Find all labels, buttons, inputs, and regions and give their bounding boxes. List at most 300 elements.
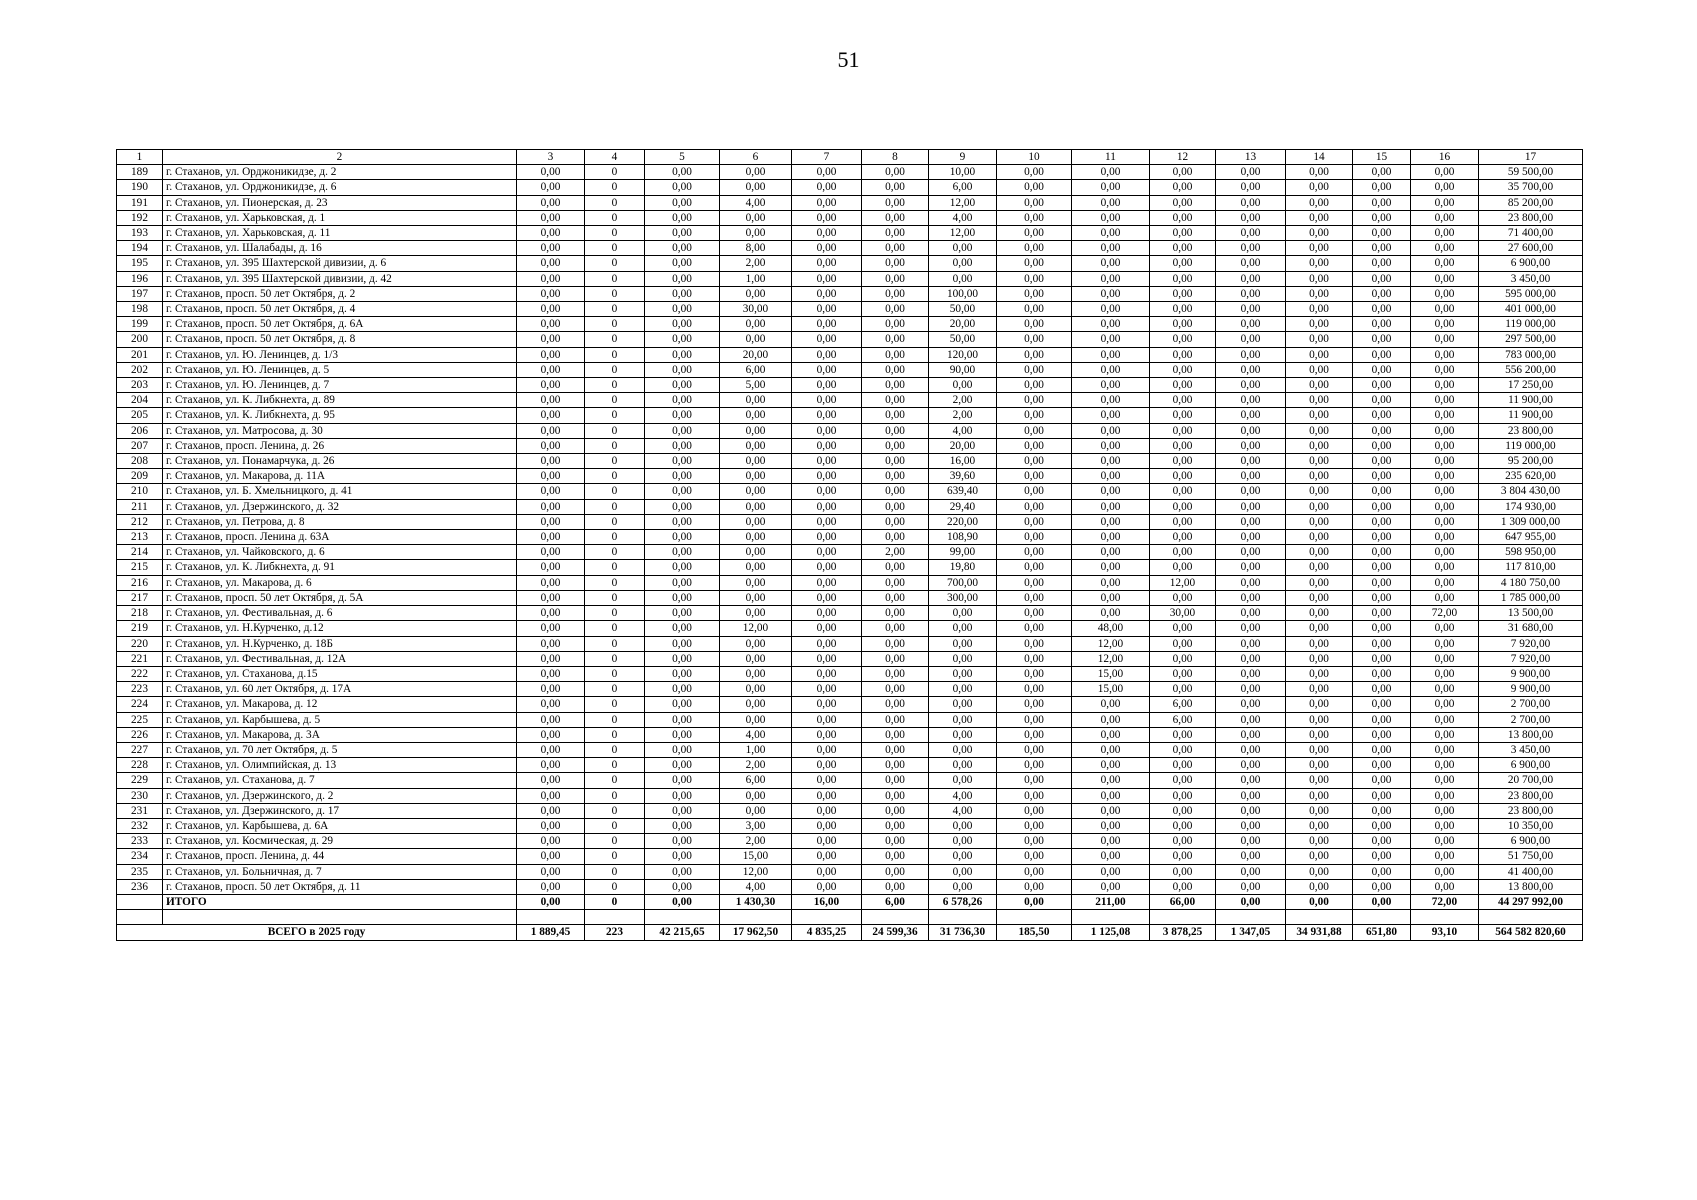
table-cell: г. Стаханов, ул. Ю. Ленинцев, д. 1/3: [163, 347, 517, 362]
table-cell: 0: [585, 758, 645, 773]
table-cell: 0,00: [1150, 530, 1216, 545]
table-cell: 0,00: [1072, 438, 1150, 453]
table-cell: 0,00: [792, 438, 862, 453]
grand-total-cell: 24 599,36: [862, 925, 929, 940]
table-cell: 0,00: [1150, 226, 1216, 241]
table-cell: 0,00: [1411, 575, 1479, 590]
table-cell: 0,00: [1286, 636, 1353, 651]
table-row: [117, 651, 1583, 666]
table-cell: 0,00: [517, 469, 585, 484]
table-cell: 236: [117, 879, 163, 894]
table-cell: 0,00: [792, 545, 862, 560]
table-row: [117, 378, 1583, 393]
column-header: 12: [1150, 150, 1216, 165]
table-cell: 50,00: [929, 332, 997, 347]
table-cell: 5,00: [720, 378, 792, 393]
table-cell: 0,00: [792, 514, 862, 529]
table-cell: 99,00: [929, 545, 997, 560]
table-cell: 0: [585, 499, 645, 514]
table-cell: 0,00: [1216, 773, 1286, 788]
table-cell: 0,00: [517, 712, 585, 727]
table-cell: 0,00: [1072, 773, 1150, 788]
table-cell: 0,00: [929, 621, 997, 636]
table-cell: 0,00: [1216, 256, 1286, 271]
table-cell: 0,00: [997, 712, 1072, 727]
table-cell: 51 750,00: [1479, 849, 1583, 864]
table-cell: 11 900,00: [1479, 408, 1583, 423]
table-cell: 0,00: [645, 241, 720, 256]
table-cell: 0,00: [1286, 195, 1353, 210]
empty-cell: [720, 910, 792, 925]
table-cell: 0,00: [862, 682, 929, 697]
column-header: 9: [929, 150, 997, 165]
column-header: 3: [517, 150, 585, 165]
table-cell: 208: [117, 454, 163, 469]
table-cell: 2,00: [929, 393, 997, 408]
table-cell: 0,00: [1411, 530, 1479, 545]
table-cell: 0,00: [997, 408, 1072, 423]
table-cell: 0,00: [517, 849, 585, 864]
table-cell: 0,00: [645, 727, 720, 742]
total-row: [117, 894, 1583, 909]
table-cell: 0,00: [1353, 560, 1411, 575]
table-row: [117, 423, 1583, 438]
table-cell: 0,00: [1216, 849, 1286, 864]
total-cell: 0,00: [997, 894, 1072, 909]
grand-total-cell: 651,80: [1353, 925, 1411, 940]
table-cell: 0,00: [862, 560, 929, 575]
table-cell: 0,00: [997, 317, 1072, 332]
table-cell: 206: [117, 423, 163, 438]
table-cell: 0,00: [792, 636, 862, 651]
table-cell: 0,00: [929, 849, 997, 864]
table-row: [117, 682, 1583, 697]
table-cell: 0,00: [862, 727, 929, 742]
table-cell: г. Стаханов, ул. Олимпийская, д. 13: [163, 758, 517, 773]
table-cell: 0,00: [720, 438, 792, 453]
table-row: [117, 241, 1583, 256]
table-cell: 210: [117, 484, 163, 499]
table-cell: г. Стаханов, просп. Ленина, д. 44: [163, 849, 517, 864]
empty-cell: [1216, 910, 1286, 925]
table-cell: 0,00: [720, 788, 792, 803]
table-cell: 0,00: [862, 393, 929, 408]
table-cell: 0,00: [1411, 849, 1479, 864]
table-cell: 0,00: [997, 499, 1072, 514]
table-cell: 0,00: [1150, 362, 1216, 377]
table-cell: 10 350,00: [1479, 818, 1583, 833]
table-cell: 0,00: [1286, 317, 1353, 332]
total-cell: 66,00: [1150, 894, 1216, 909]
table-cell: 0,00: [1353, 165, 1411, 180]
table-cell: 59 500,00: [1479, 165, 1583, 180]
table-cell: 0,00: [1150, 302, 1216, 317]
table-cell: 0,00: [1072, 742, 1150, 757]
table-cell: 0,00: [645, 560, 720, 575]
table-cell: 0,00: [1150, 469, 1216, 484]
table-cell: г. Стаханов, ул. Карбышева, д. 5: [163, 712, 517, 727]
table-cell: 0,00: [1353, 590, 1411, 605]
table-cell: 0,00: [1353, 530, 1411, 545]
table-cell: 0,00: [645, 302, 720, 317]
table-cell: 0: [585, 621, 645, 636]
grand-total-cell: 42 215,65: [645, 925, 720, 940]
table-cell: г. Стаханов, просп. Ленина д. 63А: [163, 530, 517, 545]
table-cell: 0,00: [1286, 454, 1353, 469]
table-cell: 234: [117, 849, 163, 864]
table-cell: 0,00: [1216, 499, 1286, 514]
table-cell: 0,00: [645, 606, 720, 621]
table-cell: 23 800,00: [1479, 803, 1583, 818]
table-row: [117, 362, 1583, 377]
table-cell: 0,00: [1286, 773, 1353, 788]
table-cell: г. Стаханов, ул. Стаханова, д.15: [163, 666, 517, 681]
table-cell: г. Стаханов, ул. Б. Хмельницкого, д. 41: [163, 484, 517, 499]
table-cell: 783 000,00: [1479, 347, 1583, 362]
table-cell: 0,00: [792, 590, 862, 605]
table-cell: г. Стаханов, ул. Карбышева, д. 6А: [163, 818, 517, 833]
table-cell: 117 810,00: [1479, 560, 1583, 575]
table-cell: 0,00: [720, 530, 792, 545]
table-cell: 0,00: [645, 226, 720, 241]
table-cell: 0,00: [1150, 454, 1216, 469]
column-header: 7: [792, 150, 862, 165]
table-cell: 0,00: [720, 423, 792, 438]
table-cell: 0,00: [517, 286, 585, 301]
table-cell: 4,00: [929, 788, 997, 803]
table-cell: 0,00: [1216, 165, 1286, 180]
table-cell: 6,00: [1150, 712, 1216, 727]
table-cell: 0,00: [645, 773, 720, 788]
table-cell: 0,00: [1216, 818, 1286, 833]
table-cell: 13 500,00: [1479, 606, 1583, 621]
table-cell: г. Стаханов, ул. Пионерская, д. 23: [163, 195, 517, 210]
table-row: [117, 818, 1583, 833]
table-cell: 0,00: [792, 286, 862, 301]
table-cell: 0,00: [1072, 834, 1150, 849]
table-cell: 0,00: [862, 165, 929, 180]
column-header: 16: [1411, 150, 1479, 165]
table-cell: 0,00: [517, 514, 585, 529]
table-cell: 0,00: [1286, 347, 1353, 362]
table-cell: 0,00: [929, 773, 997, 788]
table-cell: 12,00: [929, 195, 997, 210]
total-label: ИТОГО: [163, 894, 517, 909]
table-cell: 17 250,00: [1479, 378, 1583, 393]
table-cell: 100,00: [929, 286, 997, 301]
table-cell: 0,00: [645, 347, 720, 362]
table-cell: 0,00: [862, 180, 929, 195]
table-cell: 0,00: [862, 469, 929, 484]
table-cell: 0,00: [862, 378, 929, 393]
table-cell: 0,00: [517, 241, 585, 256]
table-row: [117, 408, 1583, 423]
table-cell: 0,00: [1286, 210, 1353, 225]
table-cell: 0,00: [997, 788, 1072, 803]
table-cell: 0,00: [997, 742, 1072, 757]
table-cell: 0,00: [1150, 727, 1216, 742]
table-cell: 0,00: [1353, 271, 1411, 286]
empty-cell: [792, 910, 862, 925]
table-cell: г. Стаханов, ул. Чайковского, д. 6: [163, 545, 517, 560]
table-cell: 0,00: [720, 712, 792, 727]
table-cell: 16,00: [929, 454, 997, 469]
table-cell: 0,00: [517, 742, 585, 757]
table-cell: 0,00: [929, 271, 997, 286]
table-cell: 0,00: [1353, 651, 1411, 666]
table-cell: 0,00: [1411, 332, 1479, 347]
table-cell: 0: [585, 438, 645, 453]
table-cell: г. Стаханов, ул. К. Либкнехта, д. 91: [163, 560, 517, 575]
table-cell: 0,00: [1216, 514, 1286, 529]
table-cell: 0,00: [862, 226, 929, 241]
table-cell: 0,00: [997, 575, 1072, 590]
table-cell: 0,00: [517, 332, 585, 347]
table-cell: 0,00: [1216, 636, 1286, 651]
table-cell: 4,00: [929, 803, 997, 818]
table-cell: 0,00: [1353, 195, 1411, 210]
table-cell: 0,00: [1286, 302, 1353, 317]
table-cell: 0,00: [1353, 256, 1411, 271]
table-cell: 0,00: [517, 393, 585, 408]
table-cell: 0: [585, 666, 645, 681]
table-cell: 0,00: [517, 438, 585, 453]
table-cell: 1 309 000,00: [1479, 514, 1583, 529]
table-cell: 27 600,00: [1479, 241, 1583, 256]
table-cell: 0,00: [1072, 879, 1150, 894]
table-row: [117, 469, 1583, 484]
table-cell: 0,00: [1072, 758, 1150, 773]
table-cell: 0,00: [1216, 226, 1286, 241]
table-cell: 0,00: [1150, 332, 1216, 347]
table-cell: 0,00: [1072, 286, 1150, 301]
table-cell: 207: [117, 438, 163, 453]
table-cell: 0,00: [517, 651, 585, 666]
table-cell: 0,00: [862, 256, 929, 271]
table-cell: 222: [117, 666, 163, 681]
table-row: [117, 317, 1583, 332]
grand-total-cell: 3 878,25: [1150, 925, 1216, 940]
table-cell: 0,00: [1072, 545, 1150, 560]
table-cell: 0,00: [1353, 742, 1411, 757]
table-cell: 0,00: [792, 666, 862, 681]
table-cell: 0,00: [1411, 621, 1479, 636]
table-cell: 0,00: [1353, 636, 1411, 651]
table-cell: 0,00: [792, 530, 862, 545]
total-cell: [117, 894, 163, 909]
register-table: [116, 149, 1583, 941]
table-cell: 0,00: [792, 195, 862, 210]
table-cell: 0,00: [1411, 803, 1479, 818]
table-cell: 0,00: [1150, 849, 1216, 864]
table-cell: 0: [585, 879, 645, 894]
table-cell: 72,00: [1411, 606, 1479, 621]
table-cell: 23 800,00: [1479, 210, 1583, 225]
column-header: 5: [645, 150, 720, 165]
table-cell: 0,00: [1072, 530, 1150, 545]
table-cell: 0,00: [1150, 514, 1216, 529]
table-cell: 0,00: [517, 758, 585, 773]
table-cell: 0,00: [517, 727, 585, 742]
table-cell: 639,40: [929, 484, 997, 499]
table-cell: 0,00: [792, 879, 862, 894]
total-cell: 16,00: [792, 894, 862, 909]
table-cell: 120,00: [929, 347, 997, 362]
table-cell: 95 200,00: [1479, 454, 1583, 469]
table-cell: 0,00: [1353, 864, 1411, 879]
table-cell: 0,00: [1072, 499, 1150, 514]
table-cell: 0,00: [1353, 788, 1411, 803]
table-cell: 0,00: [792, 484, 862, 499]
table-cell: 203: [117, 378, 163, 393]
table-cell: 0,00: [645, 423, 720, 438]
table-cell: 0,00: [1353, 545, 1411, 560]
table-cell: г. Стаханов, просп. 50 лет Октября, д. 4: [163, 302, 517, 317]
table-cell: 0,00: [1072, 727, 1150, 742]
table-cell: 0,00: [645, 834, 720, 849]
table-cell: 0,00: [862, 362, 929, 377]
table-cell: 0,00: [997, 621, 1072, 636]
table-cell: 0,00: [997, 545, 1072, 560]
table-cell: г. Стаханов, ул. Н.Курченко, д. 18Б: [163, 636, 517, 651]
table-cell: 0,00: [1411, 438, 1479, 453]
table-cell: 0: [585, 195, 645, 210]
table-cell: 700,00: [929, 575, 997, 590]
table-cell: 0,00: [1216, 530, 1286, 545]
table-cell: 0: [585, 849, 645, 864]
table-cell: 1,00: [720, 742, 792, 757]
table-cell: 0,00: [1216, 286, 1286, 301]
table-cell: 0,00: [997, 378, 1072, 393]
total-cell: 1 430,30: [720, 894, 792, 909]
table-cell: 6,00: [720, 362, 792, 377]
table-cell: 0,00: [517, 803, 585, 818]
table-cell: 0,00: [792, 241, 862, 256]
table-cell: 0,00: [997, 256, 1072, 271]
table-cell: 0,00: [517, 788, 585, 803]
table-cell: 0,00: [792, 302, 862, 317]
table-cell: 0,00: [862, 864, 929, 879]
table-cell: 0,00: [1216, 423, 1286, 438]
table-cell: 0,00: [517, 575, 585, 590]
table-cell: 0: [585, 818, 645, 833]
empty-cell: [1286, 910, 1353, 925]
table-cell: 0,00: [1353, 332, 1411, 347]
table-cell: 30,00: [1150, 606, 1216, 621]
table-cell: г. Стаханов, просп. 50 лет Октября, д. 11: [163, 879, 517, 894]
table-cell: 0,00: [1216, 438, 1286, 453]
table-cell: 0,00: [997, 362, 1072, 377]
table-cell: 0,00: [1150, 317, 1216, 332]
table-cell: 0,00: [792, 210, 862, 225]
table-cell: 0,00: [517, 423, 585, 438]
table-cell: 0,00: [1286, 727, 1353, 742]
table-cell: 0,00: [997, 590, 1072, 605]
table-cell: 0,00: [1353, 773, 1411, 788]
table-cell: 0,00: [1411, 773, 1479, 788]
table-cell: 90,00: [929, 362, 997, 377]
table-cell: 0,00: [1286, 879, 1353, 894]
table-cell: 0,00: [645, 180, 720, 195]
table-cell: 0,00: [862, 241, 929, 256]
empty-cell: [1411, 910, 1479, 925]
table-cell: 0,00: [517, 834, 585, 849]
table-cell: 0,00: [1353, 317, 1411, 332]
table-cell: 71 400,00: [1479, 226, 1583, 241]
table-cell: 0,00: [1286, 469, 1353, 484]
table-cell: 0,00: [645, 195, 720, 210]
table-cell: 0,00: [1286, 575, 1353, 590]
table-cell: 0: [585, 180, 645, 195]
table-cell: 223: [117, 682, 163, 697]
table-cell: 0,00: [1411, 362, 1479, 377]
total-cell: 6 578,26: [929, 894, 997, 909]
table-cell: 0,00: [1411, 864, 1479, 879]
table-cell: 0,00: [997, 818, 1072, 833]
table-cell: 0,00: [645, 803, 720, 818]
table-cell: 0,00: [1411, 408, 1479, 423]
table-cell: 0,00: [792, 575, 862, 590]
table-cell: 0,00: [1150, 499, 1216, 514]
table-cell: 0,00: [1411, 651, 1479, 666]
table-cell: 0,00: [862, 849, 929, 864]
table-row: [117, 454, 1583, 469]
table-cell: 0,00: [997, 606, 1072, 621]
table-cell: 0,00: [1216, 210, 1286, 225]
table-cell: 20,00: [929, 438, 997, 453]
table-cell: 0,00: [1072, 408, 1150, 423]
table-cell: 0,00: [1216, 621, 1286, 636]
table-cell: 6,00: [929, 180, 997, 195]
table-cell: 0,00: [862, 195, 929, 210]
table-cell: 0,00: [517, 180, 585, 195]
table-cell: 0,00: [1216, 666, 1286, 681]
table-cell: 0,00: [645, 484, 720, 499]
table-cell: 0,00: [862, 408, 929, 423]
table-row: [117, 302, 1583, 317]
table-cell: 0,00: [792, 180, 862, 195]
grand-total-cell: 31 736,30: [929, 925, 997, 940]
table-row: [117, 712, 1583, 727]
table-cell: 0,00: [645, 378, 720, 393]
table-cell: 0,00: [862, 210, 929, 225]
table-cell: 0,00: [720, 180, 792, 195]
table-cell: 0,00: [1216, 697, 1286, 712]
table-cell: 0,00: [1353, 347, 1411, 362]
table-cell: 0,00: [1353, 362, 1411, 377]
table-cell: 0,00: [862, 332, 929, 347]
table-cell: 0,00: [792, 317, 862, 332]
table-cell: 199: [117, 317, 163, 332]
table-cell: 0,00: [792, 834, 862, 849]
table-cell: 0: [585, 636, 645, 651]
table-cell: 0,00: [1411, 514, 1479, 529]
table-cell: 15,00: [1072, 682, 1150, 697]
table-row: [117, 530, 1583, 545]
table-cell: 0,00: [997, 803, 1072, 818]
table-cell: 0,00: [1286, 226, 1353, 241]
table-cell: г. Стаханов, ул. Харьковская, д. 1: [163, 210, 517, 225]
table-cell: 7 920,00: [1479, 651, 1583, 666]
table-cell: 0,00: [1072, 347, 1150, 362]
table-cell: 0,00: [792, 256, 862, 271]
column-header: 4: [585, 150, 645, 165]
table-cell: 0,00: [720, 317, 792, 332]
table-cell: 0,00: [1216, 834, 1286, 849]
table-cell: 205: [117, 408, 163, 423]
table-cell: 2,00: [862, 545, 929, 560]
table-cell: 0,00: [862, 712, 929, 727]
